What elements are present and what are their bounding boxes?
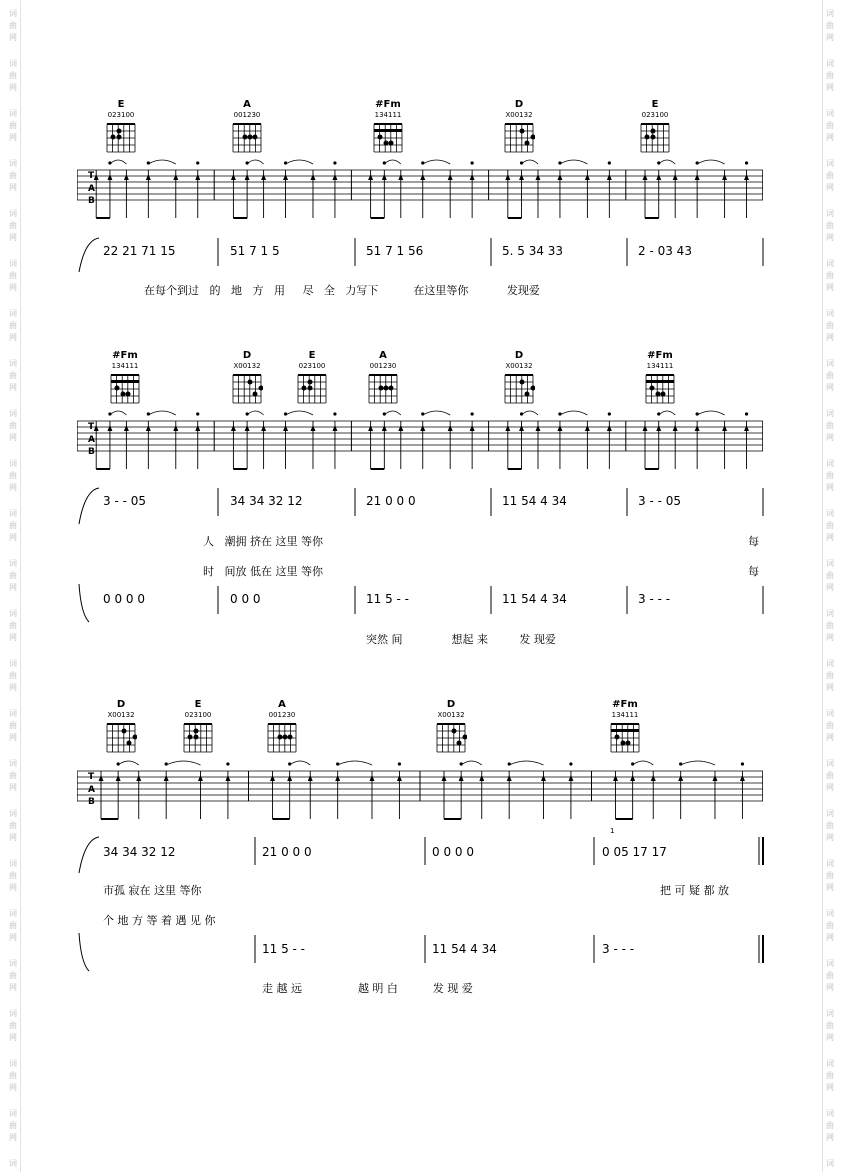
watermark-glyph: 词 <box>9 9 17 18</box>
chord-fingering: X00132 <box>437 711 465 719</box>
chord-name: #Fm <box>112 350 138 361</box>
chord-diagram <box>368 99 408 154</box>
chord-diagram <box>227 99 267 154</box>
chord-diagram <box>292 350 332 405</box>
watermark-glyph: 词 <box>826 459 834 468</box>
watermark-glyph: 曲 <box>826 371 834 380</box>
notation-measure: 34 34 32 12 <box>230 494 303 508</box>
watermark-glyph: 网 <box>826 433 834 442</box>
watermark-glyph: 曲 <box>9 571 17 580</box>
watermark-glyph: 曲 <box>9 671 17 680</box>
lyric-line: 人 潮拥 挤在 这里 等你 <box>203 535 323 548</box>
chord-grid <box>609 720 641 754</box>
watermark-glyph: 网 <box>9 1133 17 1142</box>
chord-name: E <box>651 99 659 110</box>
watermark-glyph: 曲 <box>826 771 834 780</box>
watermark-glyph: 网 <box>9 1033 17 1042</box>
watermark-glyph: 网 <box>9 833 17 842</box>
watermark-glyph: 词 <box>826 359 834 368</box>
notation-measure: 0 0 0 <box>230 592 261 606</box>
notation-measure: 0 0 0 0 <box>432 845 474 859</box>
chord-fingering: X00132 <box>505 362 533 370</box>
chord-name: D <box>446 699 456 710</box>
watermark-glyph: 网 <box>9 283 17 292</box>
notation-measure: 11 54 4 34 <box>432 942 497 956</box>
chord-grid <box>266 720 298 754</box>
watermark-glyph: 网 <box>826 133 834 142</box>
watermark-glyph: 词 <box>826 1009 834 1018</box>
chord-fingering: 134111 <box>374 111 402 119</box>
watermark-glyph: 曲 <box>9 871 17 880</box>
watermark-glyph: 网 <box>9 583 17 592</box>
watermark-glyph: 网 <box>9 433 17 442</box>
watermark-glyph: 词 <box>9 209 17 218</box>
watermark-glyph: 曲 <box>9 71 17 80</box>
watermark-glyph: 网 <box>9 733 17 742</box>
chord-diagram <box>363 350 403 405</box>
chord-name: #Fm <box>647 350 673 361</box>
triplet-mark: 1 <box>610 827 615 835</box>
chord-name: D <box>514 350 524 361</box>
watermark-glyph: 曲 <box>9 121 17 130</box>
watermark-glyph: 曲 <box>826 821 834 830</box>
chord-fingering: X00132 <box>107 711 135 719</box>
chord-diagram <box>431 699 471 754</box>
chord-grid <box>639 120 671 154</box>
watermark-glyph: 曲 <box>9 171 17 180</box>
chord-diagram <box>101 699 141 754</box>
notation-measure: 2 - 03 43 <box>638 244 692 258</box>
chord-grid <box>367 371 399 405</box>
watermark-glyph: 网 <box>826 483 834 492</box>
chord-grid <box>372 120 404 154</box>
notation-measure: 51 7 1 5 <box>230 244 280 258</box>
chord-name: E <box>308 350 316 361</box>
chord-fingering: 023100 <box>184 711 212 719</box>
notation-measure: 21 0 0 0 <box>366 494 416 508</box>
tab-staff <box>77 158 763 228</box>
watermark-glyph: 词 <box>826 609 834 618</box>
watermark-glyph: 网 <box>826 983 834 992</box>
watermark-glyph: 词 <box>826 1109 834 1118</box>
watermark-glyph: 曲 <box>9 621 17 630</box>
watermark-glyph: 网 <box>9 533 17 542</box>
watermark-glyph: 曲 <box>826 1071 834 1080</box>
chord-name: #Fm <box>612 699 638 710</box>
chord-diagram <box>605 699 645 754</box>
tab-letter: B <box>88 196 95 206</box>
chord-name: A <box>379 350 387 361</box>
lyric-line: 每 <box>748 535 759 548</box>
chord-grid <box>105 120 137 154</box>
watermark-glyph: 词 <box>826 909 834 918</box>
watermark-glyph: 网 <box>826 633 834 642</box>
watermark-glyph: 曲 <box>826 471 834 480</box>
chord-diagram <box>640 350 680 405</box>
tab-letter: B <box>88 797 95 807</box>
watermark-glyph: 曲 <box>9 1121 17 1130</box>
watermark-glyph: 网 <box>826 333 834 342</box>
watermark-glyph: 网 <box>826 183 834 192</box>
watermark-glyph: 网 <box>826 233 834 242</box>
chord-grid <box>231 120 263 154</box>
chord-fingering: 023100 <box>298 362 326 370</box>
notation-measure: 21 0 0 0 <box>262 845 312 859</box>
watermark-glyph: 词 <box>9 809 17 818</box>
notation-measure: 0 05 17 17 <box>602 845 667 859</box>
watermark-glyph: 网 <box>9 633 17 642</box>
chord-fingering: 134111 <box>646 362 674 370</box>
watermark-glyph: 曲 <box>9 371 17 380</box>
lyric-line: 个 地 方 等 着 遇 见 你 <box>103 914 216 927</box>
chord-diagram <box>105 350 145 405</box>
notation-measure: 3 - - - <box>638 592 671 606</box>
watermark-glyph: 词 <box>826 509 834 518</box>
watermark-glyph: 词 <box>9 659 17 668</box>
watermark-glyph: 词 <box>826 559 834 568</box>
watermark-glyph: 曲 <box>826 871 834 880</box>
watermark-glyph: 网 <box>9 83 17 92</box>
notation-measure: 11 5 - - <box>366 592 410 606</box>
watermark-glyph: 网 <box>9 383 17 392</box>
watermark-glyph: 词 <box>9 309 17 318</box>
watermark-glyph: 词 <box>9 359 17 368</box>
lyric-line: 时 间放 低在 这里 等你 <box>203 565 323 578</box>
notation-measure: 5. 5 34 33 <box>502 244 564 258</box>
notation-measure: 11 54 4 34 <box>502 494 567 508</box>
lyric-line: 走 越 远 越 明 白 发 现 爱 <box>262 982 473 995</box>
lyric-line: 每 <box>748 565 759 578</box>
chord-fingering: X00132 <box>233 362 261 370</box>
watermark-glyph: 词 <box>9 1059 17 1068</box>
watermark-glyph: 词 <box>9 1009 17 1018</box>
notation-measure: 3 - - - <box>602 942 635 956</box>
watermark-glyph: 词 <box>826 659 834 668</box>
watermark-glyph: 网 <box>826 533 834 542</box>
watermark-glyph: 词 <box>826 859 834 868</box>
watermark-glyph: 网 <box>9 783 17 792</box>
watermark-glyph: 词 <box>9 759 17 768</box>
chord-fingering: 023100 <box>107 111 135 119</box>
watermark-glyph: 曲 <box>826 621 834 630</box>
watermark-glyph: 词 <box>9 1109 17 1118</box>
watermark-glyph: 曲 <box>826 921 834 930</box>
watermark-glyph: 词 <box>9 59 17 68</box>
watermark-glyph: 词 <box>9 959 17 968</box>
watermark-glyph: 词 <box>9 259 17 268</box>
watermark-glyph: 曲 <box>826 221 834 230</box>
tab-letter: A <box>88 435 95 445</box>
watermark-glyph: 曲 <box>9 921 17 930</box>
notation-measure: 34 34 32 12 <box>103 845 176 859</box>
watermark-glyph: 词 <box>9 559 17 568</box>
watermark-glyph: 曲 <box>826 1021 834 1030</box>
watermark-glyph: 网 <box>826 1083 834 1092</box>
watermark-glyph: 曲 <box>826 171 834 180</box>
chord-fingering: 023100 <box>641 111 669 119</box>
watermark-glyph: 曲 <box>9 1021 17 1030</box>
watermark-glyph: 词 <box>9 459 17 468</box>
chord-fingering: X00132 <box>505 111 533 119</box>
watermark-glyph: 网 <box>9 33 17 42</box>
notation-measure: 3 - - 05 <box>638 494 682 508</box>
watermark-glyph: 曲 <box>9 21 17 30</box>
watermark-glyph: 网 <box>9 133 17 142</box>
watermark-glyph: 词 <box>826 759 834 768</box>
chord-name: A <box>278 699 286 710</box>
watermark-glyph: 网 <box>826 833 834 842</box>
tab-letter: T <box>88 422 95 432</box>
watermark-glyph: 曲 <box>9 1071 17 1080</box>
watermark-glyph: 词 <box>9 159 17 168</box>
watermark-glyph: 网 <box>826 83 834 92</box>
watermark-glyph: 词 <box>826 259 834 268</box>
notation-measure: 11 54 4 34 <box>502 592 567 606</box>
watermark-glyph: 曲 <box>9 221 17 230</box>
chord-diagram <box>178 699 218 754</box>
chord-name: D <box>116 699 126 710</box>
tab-staff <box>77 409 763 479</box>
tab-letter: A <box>88 184 95 194</box>
watermark-glyph: 网 <box>9 683 17 692</box>
watermark-glyph: 词 <box>9 509 17 518</box>
watermark-glyph: 曲 <box>9 821 17 830</box>
watermark-glyph: 网 <box>826 33 834 42</box>
watermark-glyph: 网 <box>826 783 834 792</box>
watermark-glyph: 网 <box>826 1033 834 1042</box>
chord-diagram <box>101 99 141 154</box>
watermark-glyph: 网 <box>9 983 17 992</box>
watermark-glyph: 词 <box>9 409 17 418</box>
watermark-glyph: 词 <box>9 1159 17 1168</box>
chord-name: D <box>514 99 524 110</box>
watermark-glyph: 网 <box>9 183 17 192</box>
chord-grid <box>296 371 328 405</box>
watermark-glyph: 网 <box>9 333 17 342</box>
watermark-glyph: 词 <box>9 109 17 118</box>
watermark-glyph: 词 <box>9 909 17 918</box>
notation-measure: 11 5 - - <box>262 942 306 956</box>
chord-fingering: 134111 <box>111 362 139 370</box>
watermark-glyph: 词 <box>826 9 834 18</box>
lyric-line: 突然 间 想起 来 发 现爱 <box>366 633 556 646</box>
chord-diagram <box>262 699 302 754</box>
watermark-glyph: 网 <box>9 233 17 242</box>
watermark-glyph: 曲 <box>826 421 834 430</box>
watermark-glyph: 网 <box>826 733 834 742</box>
watermark-glyph: 网 <box>826 933 834 942</box>
watermark-glyph: 词 <box>9 609 17 618</box>
watermark-glyph: 曲 <box>826 71 834 80</box>
watermark-glyph: 曲 <box>9 521 17 530</box>
watermark-glyph: 曲 <box>826 721 834 730</box>
chord-name: #Fm <box>375 99 401 110</box>
watermark-glyph: 曲 <box>826 1121 834 1130</box>
watermark-glyph: 词 <box>826 1059 834 1068</box>
watermark-glyph: 网 <box>826 283 834 292</box>
tab-letter: T <box>88 171 95 181</box>
chord-diagram <box>227 350 267 405</box>
watermark-glyph: 词 <box>826 109 834 118</box>
lyric-line: 把 可 疑 都 放 <box>660 884 729 897</box>
watermark-glyph: 网 <box>9 933 17 942</box>
watermark-glyph: 曲 <box>9 321 17 330</box>
chord-diagram <box>499 99 539 154</box>
tab-letter: T <box>88 772 95 782</box>
watermark-glyph: 词 <box>826 1159 834 1168</box>
tab-letter: B <box>88 447 95 457</box>
watermark-glyph: 网 <box>826 383 834 392</box>
watermark-glyph: 曲 <box>9 471 17 480</box>
watermark-glyph: 曲 <box>826 521 834 530</box>
watermark-glyph: 词 <box>826 159 834 168</box>
chord-name: E <box>194 699 202 710</box>
watermark-glyph: 曲 <box>9 721 17 730</box>
watermark-glyph: 网 <box>9 1083 17 1092</box>
watermark-glyph: 词 <box>826 709 834 718</box>
chord-fingering: 001230 <box>268 711 296 719</box>
chord-grid <box>109 371 141 405</box>
watermark-glyph: 词 <box>826 309 834 318</box>
tab-letter: A <box>88 785 95 795</box>
watermark-glyph: 网 <box>9 883 17 892</box>
watermark-glyph: 网 <box>826 883 834 892</box>
chord-grid <box>644 371 676 405</box>
watermark-right <box>822 0 837 1172</box>
watermark-glyph: 曲 <box>826 971 834 980</box>
watermark-glyph: 词 <box>826 809 834 818</box>
chord-name: A <box>243 99 251 110</box>
chord-diagram <box>499 350 539 405</box>
chord-grid <box>503 120 535 154</box>
watermark-glyph: 词 <box>826 409 834 418</box>
watermark-glyph: 词 <box>826 209 834 218</box>
watermark-glyph: 词 <box>826 59 834 68</box>
watermark-glyph: 曲 <box>826 321 834 330</box>
chord-grid <box>435 720 467 754</box>
watermark-glyph: 网 <box>826 583 834 592</box>
watermark-glyph: 词 <box>9 859 17 868</box>
watermark-glyph: 曲 <box>826 271 834 280</box>
watermark-glyph: 曲 <box>826 121 834 130</box>
watermark-glyph: 网 <box>826 1133 834 1142</box>
watermark-glyph: 曲 <box>9 271 17 280</box>
notation-measure: 51 7 1 56 <box>366 244 424 258</box>
chord-fingering: 134111 <box>611 711 639 719</box>
watermark-glyph: 词 <box>9 709 17 718</box>
chord-grid <box>105 720 137 754</box>
lyric-line: 在每个到过 的 地 方 用 尽 全 力写下 在这里等你 发现爱 <box>144 284 540 297</box>
watermark-glyph: 网 <box>9 483 17 492</box>
watermark-glyph: 网 <box>826 683 834 692</box>
watermark-glyph: 曲 <box>9 771 17 780</box>
lyric-line: 市孤 寂在 这里 等你 <box>103 884 202 897</box>
watermark-glyph: 曲 <box>826 671 834 680</box>
watermark-left <box>6 0 21 1172</box>
notation-measure: 22 21 71 15 <box>103 244 176 258</box>
watermark-glyph: 曲 <box>826 571 834 580</box>
chord-name: D <box>242 350 252 361</box>
notation-measure: 0 0 0 0 <box>103 592 145 606</box>
notation-measure: 3 - - 05 <box>103 494 147 508</box>
watermark-glyph: 词 <box>826 959 834 968</box>
chord-fingering: 001230 <box>233 111 261 119</box>
chord-grid <box>503 371 535 405</box>
tab-staff <box>77 759 763 829</box>
chord-fingering: 001230 <box>369 362 397 370</box>
chord-diagram <box>635 99 675 154</box>
chord-name: E <box>117 99 125 110</box>
watermark-glyph: 曲 <box>9 971 17 980</box>
watermark-glyph: 曲 <box>9 421 17 430</box>
chord-grid <box>182 720 214 754</box>
watermark-glyph: 曲 <box>826 21 834 30</box>
chord-grid <box>231 371 263 405</box>
